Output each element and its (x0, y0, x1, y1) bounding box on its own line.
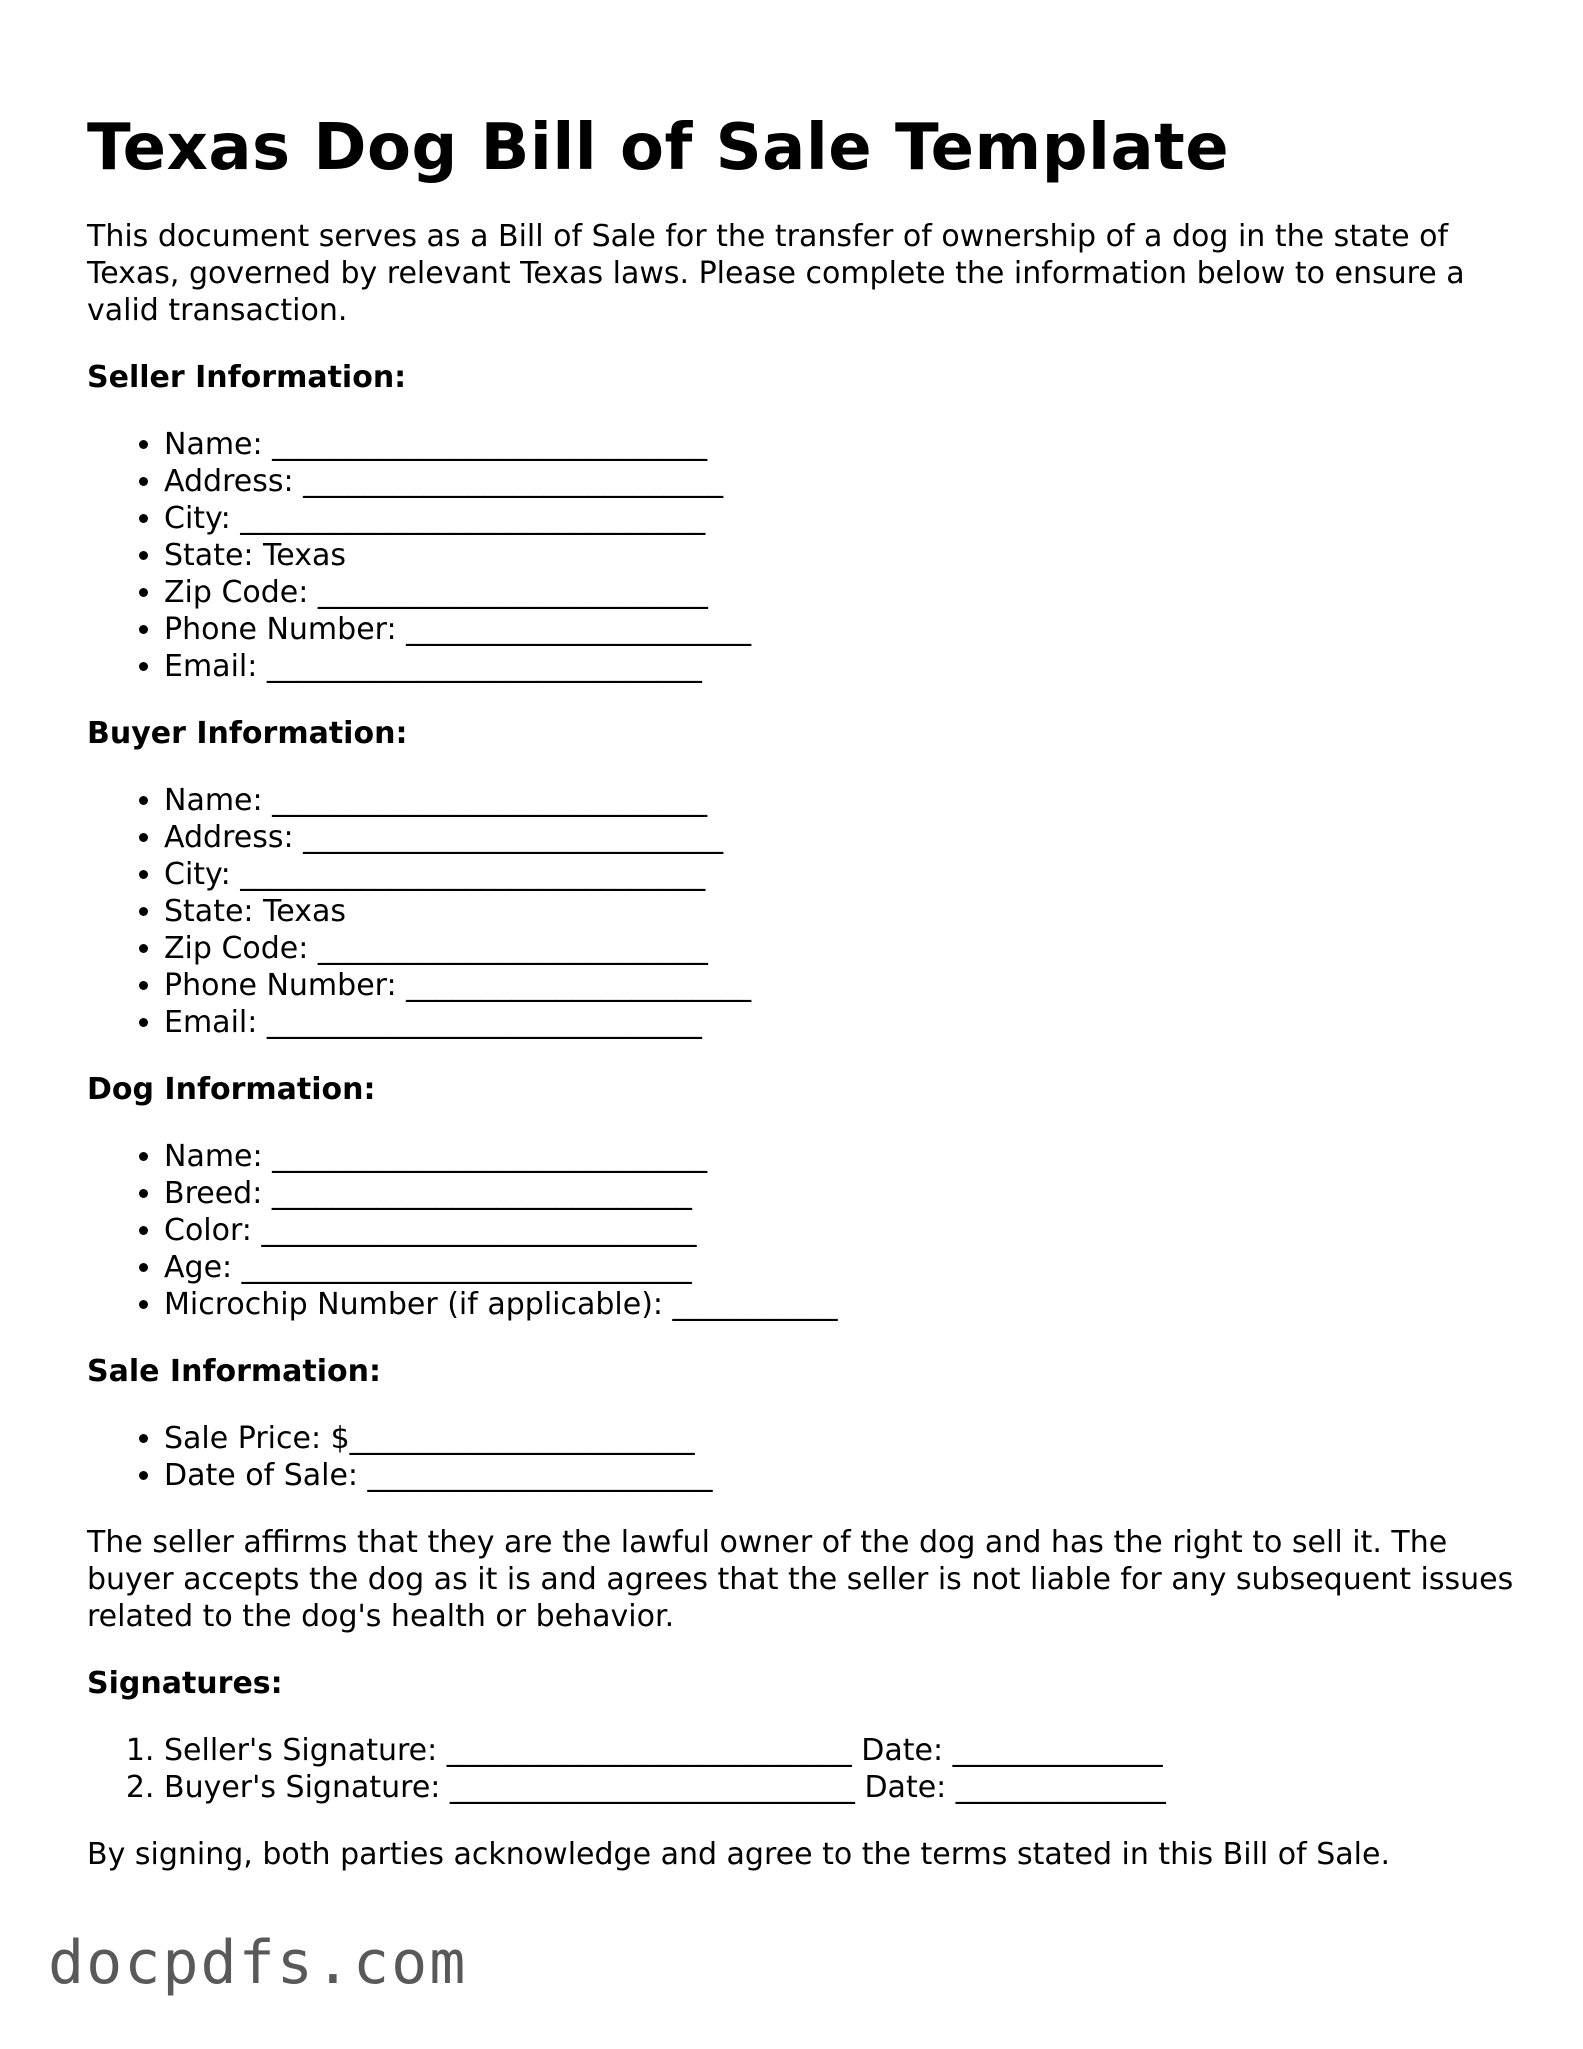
buyer-state-field: • State: Texas (164, 893, 1517, 930)
seller-address-field: • Address: ____________________________ (164, 463, 1517, 500)
watermark: docpdfs.com (48, 1928, 468, 1998)
seller-list (87, 426, 1517, 685)
closing-paragraph: By signing, both parties acknowledge and agree to the terms stated in this Bill of Sale. (87, 1837, 1391, 1872)
dog-list (87, 1138, 1517, 1323)
buyer-zip-field: • Zip Code: __________________________ (164, 930, 1517, 967)
seller-state-field: • State: Texas (164, 537, 1517, 574)
dog-microchip-field: • Microchip Number (if applicable): ___________ (164, 1286, 1517, 1323)
sale-list (87, 1420, 1517, 1494)
affirmation-paragraph: The seller affirms that they are the lawful owner of the dog and has the right to sell it. The buyer accepts the dog as it is and agrees that the seller is not liable for any subsequent issues related to the dog's health or behavior. (87, 1525, 1514, 1634)
dog-color-field: • Color: _____________________________ (164, 1212, 1517, 1249)
seller-signature-line: 1. Seller's Signature: ___________________________ Date: ______________ (164, 1732, 1517, 1769)
dog-breed-field: • Breed: ____________________________ (164, 1175, 1517, 1212)
buyer-phone-field: • Phone Number: _______________________ (164, 967, 1517, 1004)
buyer-name-field: • Name: _____________________________ (164, 782, 1517, 819)
intro-paragraph: This document serves as a Bill of Sale for the transfer of ownership of a dog in the state of Texas, governed by relevant Texas laws. Please complete the information below to ensure a valid transaction. (87, 219, 1465, 328)
buyer-email-field: • Email: _____________________________ (164, 1004, 1517, 1041)
signatures-heading: Signatures: (87, 1666, 283, 1701)
signatures-list (87, 1732, 1517, 1806)
buyer-list (87, 782, 1517, 1041)
buyer-address-field: • Address: ____________________________ (164, 819, 1517, 856)
sale-price-field: • Sale Price: $_______________________ (164, 1420, 1517, 1457)
seller-email-field: • Email: _____________________________ (164, 648, 1517, 685)
seller-name-field: • Name: _____________________________ (164, 426, 1517, 463)
sale-heading: Sale Information: (87, 1354, 381, 1389)
seller-heading: Seller Information: (87, 360, 407, 395)
buyer-city-field: • City: _______________________________ (164, 856, 1517, 893)
dog-age-field: • Age: ______________________________ (164, 1249, 1517, 1286)
document-page (87, 108, 1517, 1903)
seller-phone-field: • Phone Number: _______________________ (164, 611, 1517, 648)
buyer-signature-line: 2. Buyer's Signature: ___________________________ Date: ______________ (164, 1769, 1517, 1806)
sale-date-field: • Date of Sale: _______________________ (164, 1457, 1517, 1494)
page-title: Texas Dog Bill of Sale Template (87, 111, 1230, 185)
dog-heading: Dog Information: (87, 1072, 376, 1107)
seller-zip-field: • Zip Code: __________________________ (164, 574, 1517, 611)
buyer-heading: Buyer Information: (87, 716, 408, 751)
dog-name-field: • Name: _____________________________ (164, 1138, 1517, 1175)
seller-city-field: • City: _______________________________ (164, 500, 1517, 537)
